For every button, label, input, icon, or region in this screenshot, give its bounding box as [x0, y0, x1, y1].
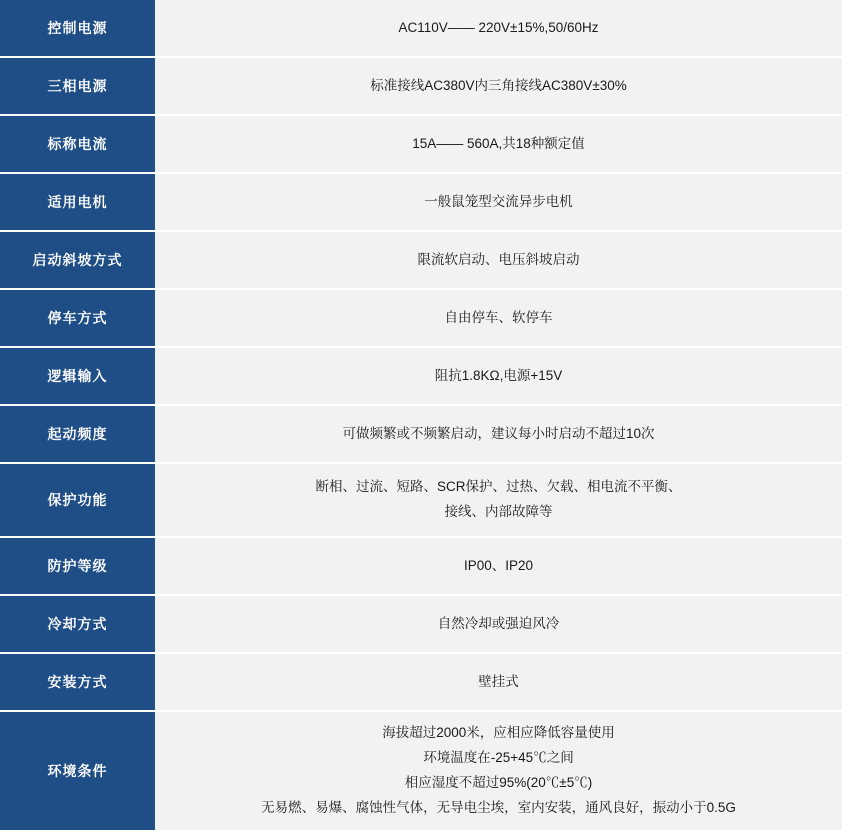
spec-value-line: 接线、内部故障等 [444, 504, 553, 519]
table-row [0, 173, 842, 231]
spec-label-cell: 防护等级 [0, 537, 155, 595]
spec-value-line: 15A—— 560A,共18种额定值 [412, 136, 585, 152]
spec-label-cell: 冷却方式 [0, 595, 155, 653]
spec-value-line: 阻抗1.8KΩ,电源+15V [434, 368, 563, 384]
spec-value-cell [155, 0, 842, 57]
spec-value-cell [155, 57, 842, 115]
spec-value-line: 标准接线AC380V内三角接线AC380V±30% [370, 78, 627, 94]
table-row [0, 595, 842, 653]
spec-value-cell [155, 537, 842, 595]
table-row [0, 653, 842, 711]
table-row [0, 0, 842, 57]
table-row [0, 405, 842, 463]
spec-label-cell: 安装方式 [0, 653, 155, 711]
spec-value-cell [155, 463, 842, 537]
spec-value-cell [155, 115, 842, 173]
spec-value-line: 可做频繁或不频繁启动，建议每小时启动不超过10次 [342, 426, 655, 442]
spec-value-cell [155, 347, 842, 405]
spec-value-cell [155, 173, 842, 231]
spec-label-cell: 环境条件 [0, 711, 155, 831]
table-row [0, 537, 842, 595]
table-row [0, 57, 842, 115]
table-row [0, 347, 842, 405]
table-row [0, 115, 842, 173]
spec-value-line: 壁挂式 [478, 674, 519, 690]
spec-value-cell [155, 653, 842, 711]
spec-label-cell: 三相电源 [0, 57, 155, 115]
spec-value-line: 一般鼠笼型交流异步电机 [424, 194, 573, 210]
spec-value-line: 自由停车、软停车 [444, 310, 553, 326]
spec-value-cell [155, 711, 842, 831]
spec-value-line: 无易燃、易爆、腐蚀性气体，无导电尘埃，室内安装，通风良好，振动小于0.5G [261, 799, 736, 815]
spec-value-cell [155, 231, 842, 289]
table-row [0, 289, 842, 347]
spec-value-line: AC110V—— 220V±15%,50/60Hz [398, 20, 599, 36]
spec-label-cell: 起动频度 [0, 405, 155, 463]
table-row [0, 463, 842, 537]
spec-value-cell [155, 289, 842, 347]
spec-value-line: 断相、过流、短路、SCR保护、过热、欠载、相电流不平衡、 [315, 479, 682, 495]
spec-value-cell [155, 595, 842, 653]
spec-value-line: IP00、IP20 [463, 558, 534, 574]
table-row [0, 711, 842, 831]
spec-value-line: 海拔超过2000米，应相应降低容量使用 [382, 725, 615, 741]
spec-label-cell: 停车方式 [0, 289, 155, 347]
spec-label-cell: 启动斜坡方式 [0, 231, 155, 289]
spec-value-line: 环境温度在-25+45℃之间 [423, 750, 574, 766]
spec-label-cell: 标称电流 [0, 115, 155, 173]
spec-value-line: 限流软启动、电压斜坡启动 [417, 252, 580, 268]
spec-label-cell: 保护功能 [0, 463, 155, 537]
spec-label-cell: 逻辑输入 [0, 347, 155, 405]
spec-label-cell: 适用电机 [0, 173, 155, 231]
table-row [0, 231, 842, 289]
spec-value-line: 自然冷却或强迫风冷 [437, 616, 560, 632]
spec-value-line: 相应湿度不超过95%(20℃±5℃) [404, 775, 593, 790]
spec-label-cell: 控制电源 [0, 0, 155, 57]
spec-value-cell [155, 405, 842, 463]
